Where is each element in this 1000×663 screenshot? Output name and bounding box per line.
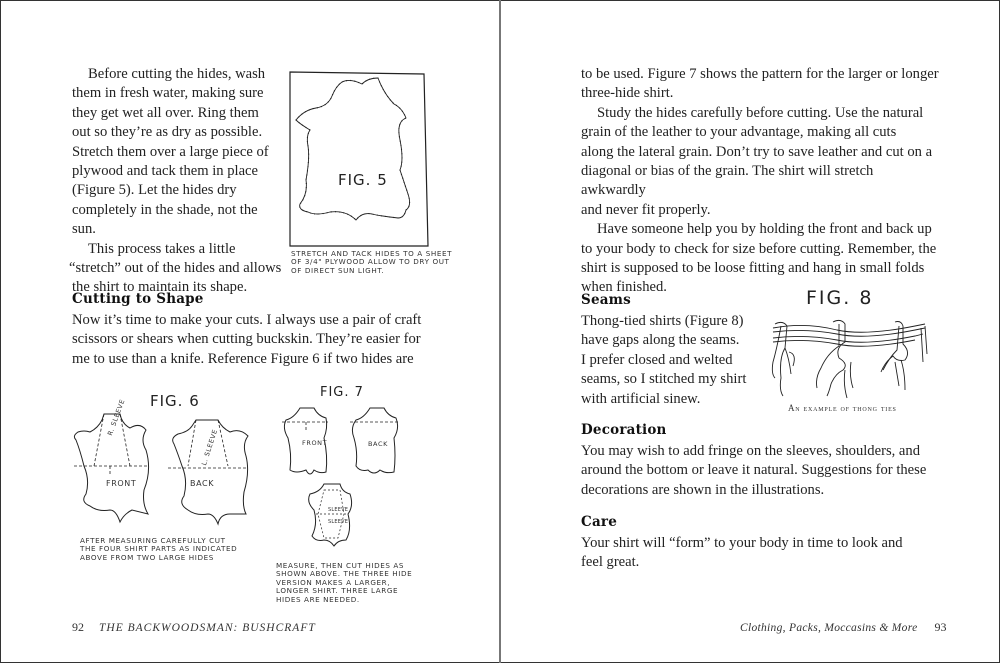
text-line: (Figure 5). Let the hides dry (72, 182, 237, 199)
text-line: Stretch them over a large piece of (72, 143, 269, 160)
fig5-illustration (288, 70, 448, 250)
section-heading-cutting: Cutting to Shape (72, 291, 204, 307)
text-line: with artificial sinew. (581, 390, 701, 407)
text-line: the shirt to maintain its shape. (72, 279, 248, 296)
text-line: me to use than a knife. Reference Figure 6 if two hides are (72, 350, 414, 367)
left-footer (72, 620, 316, 635)
fig6-l-sleeve: L. SLEEVE (200, 428, 220, 467)
fig8-illustration (765, 318, 930, 400)
text-line: shirt is supposed to be loose fitting and hang in small folds (581, 260, 925, 277)
thong-tie-1 (772, 322, 794, 396)
right-footer (740, 620, 946, 635)
fig6-caption: AFTER MEASURING CAREFULLY CUT THE FOUR SHIRT PARTS AS INDICATED ABOVE FROM TWO LARGE HIDES (80, 536, 238, 562)
running-head-left: THE BACKWOODSMAN: BUSHCRAFT (99, 622, 316, 634)
page-number-left: 92 (72, 620, 84, 634)
text-line: out so they’re as dry as possible. (72, 124, 263, 141)
fig7-sleeve-hide (309, 484, 352, 546)
fig6-illustration (70, 410, 270, 530)
text-line: to your body to check for size before cutting. Remember, the (581, 240, 937, 257)
care-text (581, 534, 941, 573)
text-line: along the lateral grain. Don’t try to save leather and cut on a (581, 143, 933, 160)
plywood-board (290, 72, 428, 246)
page-number-right: 93 (934, 620, 947, 634)
text-line: when finished. (581, 279, 667, 296)
text-line: they get wet all over. Ring them (72, 104, 259, 121)
text-line: Your shirt will “form” to your body in time to look and (581, 535, 903, 551)
cutting-text (72, 311, 472, 369)
text-line: Before cutting the hides, wash (88, 66, 266, 82)
intro-text (69, 65, 282, 298)
text-line: them in fresh water, making sure (72, 85, 264, 102)
stretched-hide (296, 78, 410, 220)
text-line: grain of the leather to your advantage, making all cuts (581, 124, 897, 141)
text-line: three-hide shirt. (581, 85, 674, 102)
text-line: to be used. Figure 7 shows the pattern for the larger or longer (581, 66, 939, 82)
text-line: Study the hides carefully before cutting. Use the natural (597, 104, 924, 121)
fig8-label: FIG. 8 (806, 287, 874, 309)
text-line: have gaps along the seams. (581, 332, 740, 349)
text-line: Have someone help you by holding the front and back up (597, 221, 932, 238)
fig7-label: FIG. 7 (320, 385, 364, 400)
text-line: “stretch” out of the hides and allows (69, 260, 282, 277)
thong-strands (773, 324, 927, 362)
fig6-front-label: FRONT (106, 479, 137, 488)
fig6-label: FIG. 6 (150, 392, 200, 410)
text-line: and never fit properly. (581, 201, 711, 218)
fig7-caption: MEASURE, THEN CUT HIDES AS SHOWN ABOVE. THE THREE HIDE VERSION MAKES A LARGER, LONGER SHIRT. THREE LARGE HIDES ARE NEEDED. (276, 561, 413, 604)
text-line: diagonal or bias of the grain. The shirt will stretch awkwardly (581, 163, 874, 199)
running-head-right: Clothing, Packs, Moccasins & More (740, 622, 918, 634)
fig8-caption: An example of thong ties (788, 403, 897, 413)
text-line: decorations are shown in the illustrations. (581, 481, 825, 498)
section-heading-decoration: Decoration (581, 422, 667, 438)
section-heading-seams: Seams (581, 292, 631, 308)
text-line: Now it’s time to make your cuts. I always use a pair of craft (72, 312, 422, 328)
continued-text (581, 65, 941, 298)
text-line: I prefer closed and welted (581, 351, 733, 368)
text-line: around the bottom or leave it natural. Suggestions for these (581, 462, 927, 479)
book-gutter (499, 0, 501, 663)
fig5-caption: STRETCH AND TACK HIDES TO A SHEET OF 3/4" PLYWOOD ALLOW TO DRY OUT OF DIRECT SUN LIGHT. (291, 249, 453, 275)
fig7-sleeve-label-2: SLEEVE (328, 519, 349, 525)
fig6-r-sleeve: R. SLEEVE (106, 397, 127, 437)
fig7-sleeve-label-1: SLEEVE (328, 507, 349, 513)
text-line: completely in the shade, not the sun. (72, 201, 258, 238)
text-line: This process takes a little (88, 240, 236, 257)
seams-text (581, 312, 761, 409)
fig6-back-label: BACK (190, 479, 215, 488)
section-heading-care: Care (581, 514, 617, 530)
decoration-text (581, 442, 941, 500)
text-line: feel great. (581, 554, 640, 571)
fig7-illustration (280, 406, 410, 556)
fig7-front-label: FRONT (302, 439, 328, 447)
text-line: seams, so I stitched my shirt (581, 371, 747, 388)
text-line: scissors or shears when cutting buckskin. They’re easier for (72, 331, 421, 348)
fig5-label: FIG. 5 (338, 171, 388, 189)
text-line: Thong-tied shirts (Figure 8) (581, 313, 744, 329)
text-line: plywood and tack them in place (72, 163, 259, 180)
text-line: You may wish to add fringe on the sleeves, shoulders, and (581, 443, 920, 459)
fig7-back-label: BACK (368, 440, 388, 448)
